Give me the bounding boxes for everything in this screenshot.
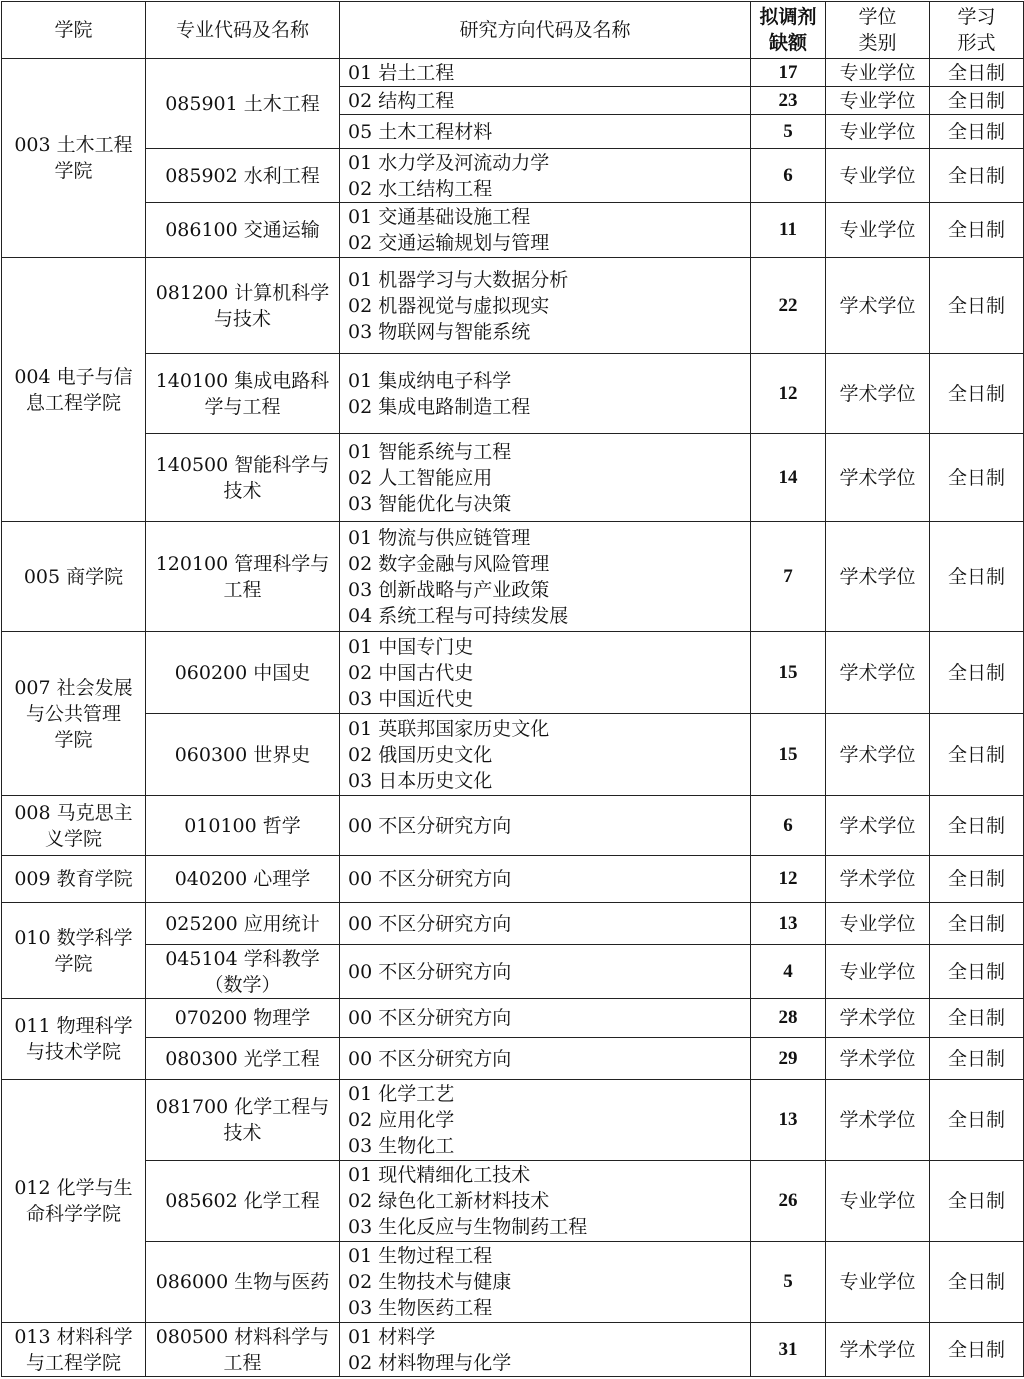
header-study-mode: 学习 形式: [930, 2, 1024, 59]
major-cell: 080300 光学工程: [146, 1038, 340, 1080]
degree-cell: 专业学位: [826, 1242, 930, 1323]
quota-cell: 7: [751, 522, 826, 632]
mode-cell: 全日制: [930, 945, 1024, 999]
table-row: [2, 856, 1024, 903]
mode-cell: 全日制: [930, 714, 1024, 796]
table-row: [2, 354, 1024, 434]
direction-cell: 01 交通基础设施工程 02 交通运输规划与管理: [340, 203, 751, 258]
quota-cell: 17: [751, 59, 826, 87]
degree-cell: 专业学位: [826, 903, 930, 945]
header-row: [2, 2, 1024, 59]
school-cell: 003 土木工程 学院: [2, 59, 146, 258]
major-cell: 085902 水利工程: [146, 149, 340, 203]
quota-cell: 5: [751, 1242, 826, 1323]
table-row: [2, 434, 1024, 522]
major-cell: 140500 智能科学与 技术: [146, 434, 340, 522]
direction-cell: 01 岩土工程: [340, 59, 751, 87]
school-cell: 013 材料科学 与工程学院: [2, 1323, 146, 1377]
direction-cell: 01 材料学 02 材料物理与化学: [340, 1323, 751, 1377]
quota-cell: 15: [751, 714, 826, 796]
major-cell: 010100 哲学: [146, 796, 340, 856]
mode-cell: 全日制: [930, 149, 1024, 203]
major-cell: 081700 化学工程与 技术: [146, 1080, 340, 1161]
direction-cell: 01 物流与供应链管理 02 数字金融与风险管理 03 创新战略与产业政策 04 系统工程与可持续发展: [340, 522, 751, 632]
quota-cell: 29: [751, 1038, 826, 1080]
mode-cell: 全日制: [930, 87, 1024, 115]
school-cell: 007 社会发展 与公共管理 学院: [2, 632, 146, 796]
direction-cell: 00 不区分研究方向: [340, 1038, 751, 1080]
table-row: [2, 903, 1024, 945]
mode-cell: 全日制: [930, 1242, 1024, 1323]
direction-cell: 01 化学工艺 02 应用化学 03 生物化工: [340, 1080, 751, 1161]
table-row: [2, 796, 1024, 856]
school-cell: 004 电子与信 息工程学院: [2, 258, 146, 522]
degree-cell: 学术学位: [826, 1038, 930, 1080]
table-row: [2, 1038, 1024, 1080]
mode-cell: 全日制: [930, 1038, 1024, 1080]
degree-cell: 专业学位: [826, 115, 930, 149]
mode-cell: 全日制: [930, 856, 1024, 903]
table-row: [2, 1323, 1024, 1377]
table-row: [2, 714, 1024, 796]
quota-cell: 26: [751, 1161, 826, 1242]
quota-cell: 23: [751, 87, 826, 115]
degree-cell: 专业学位: [826, 59, 930, 87]
quota-cell: 12: [751, 856, 826, 903]
table-row: [2, 945, 1024, 999]
mode-cell: 全日制: [930, 796, 1024, 856]
mode-cell: 全日制: [930, 115, 1024, 149]
direction-cell: 01 集成纳电子科学 02 集成电路制造工程: [340, 354, 751, 434]
direction-cell: 00 不区分研究方向: [340, 796, 751, 856]
mode-cell: 全日制: [930, 203, 1024, 258]
mode-cell: 全日制: [930, 354, 1024, 434]
direction-cell: 00 不区分研究方向: [340, 856, 751, 903]
major-cell: 140100 集成电路科 学与工程: [146, 354, 340, 434]
quota-cell: 6: [751, 796, 826, 856]
table-row: [2, 1161, 1024, 1242]
major-cell: 085901 土木工程: [146, 59, 340, 149]
quota-cell: 12: [751, 354, 826, 434]
school-cell: 005 商学院: [2, 522, 146, 632]
direction-cell: 01 生物过程工程 02 生物技术与健康 03 生物医药工程: [340, 1242, 751, 1323]
school-cell: 012 化学与生 命科学学院: [2, 1080, 146, 1323]
degree-cell: 专业学位: [826, 945, 930, 999]
mode-cell: 全日制: [930, 522, 1024, 632]
major-cell: 070200 物理学: [146, 999, 340, 1038]
school-cell: 009 教育学院: [2, 856, 146, 903]
header-school: 学院: [2, 2, 146, 59]
table-row: [2, 203, 1024, 258]
direction-cell: 02 结构工程: [340, 87, 751, 115]
major-cell: 040200 心理学: [146, 856, 340, 903]
direction-cell: 01 智能系统与工程 02 人工智能应用 03 智能优化与决策: [340, 434, 751, 522]
degree-cell: 学术学位: [826, 796, 930, 856]
direction-cell: 05 土木工程材料: [340, 115, 751, 149]
degree-cell: 学术学位: [826, 1080, 930, 1161]
direction-cell: 00 不区分研究方向: [340, 903, 751, 945]
quota-cell: 6: [751, 149, 826, 203]
mode-cell: 全日制: [930, 59, 1024, 87]
table-row: [2, 258, 1024, 354]
quota-cell: 5: [751, 115, 826, 149]
header-major: 专业代码及名称: [146, 2, 340, 59]
quota-cell: 22: [751, 258, 826, 354]
direction-cell: 01 现代精细化工技术 02 绿色化工新材料技术 03 生化反应与生物制药工程: [340, 1161, 751, 1242]
major-cell: 025200 应用统计: [146, 903, 340, 945]
quota-cell: 15: [751, 632, 826, 714]
mode-cell: 全日制: [930, 258, 1024, 354]
header-direction: 研究方向代码及名称: [340, 2, 751, 59]
table-row: [2, 149, 1024, 203]
major-cell: 045104 学科教学 （数学）: [146, 945, 340, 999]
degree-cell: 专业学位: [826, 1161, 930, 1242]
mode-cell: 全日制: [930, 1323, 1024, 1377]
mode-cell: 全日制: [930, 1161, 1024, 1242]
major-cell: 060300 世界史: [146, 714, 340, 796]
quota-cell: 28: [751, 999, 826, 1038]
degree-cell: 学术学位: [826, 714, 930, 796]
table-row: [2, 1242, 1024, 1323]
major-cell: 086100 交通运输: [146, 203, 340, 258]
school-cell: 011 物理科学 与技术学院: [2, 999, 146, 1080]
quota-cell: 14: [751, 434, 826, 522]
quota-cell: 13: [751, 903, 826, 945]
table-row: [2, 1080, 1024, 1161]
quota-cell: 4: [751, 945, 826, 999]
degree-cell: 学术学位: [826, 258, 930, 354]
major-cell: 080500 材料科学与 工程: [146, 1323, 340, 1377]
degree-cell: 学术学位: [826, 856, 930, 903]
header-degree-type: 学位 类别: [826, 2, 930, 59]
degree-cell: 专业学位: [826, 203, 930, 258]
major-cell: 060200 中国史: [146, 632, 340, 714]
degree-cell: 学术学位: [826, 522, 930, 632]
direction-cell: 01 水力学及河流动力学 02 水工结构工程: [340, 149, 751, 203]
quota-cell: 13: [751, 1080, 826, 1161]
major-cell: 120100 管理科学与 工程: [146, 522, 340, 632]
direction-cell: 01 机器学习与大数据分析 02 机器视觉与虚拟现实 03 物联网与智能系统: [340, 258, 751, 354]
mode-cell: 全日制: [930, 632, 1024, 714]
degree-cell: 学术学位: [826, 354, 930, 434]
quota-cell: 31: [751, 1323, 826, 1377]
direction-cell: 00 不区分研究方向: [340, 945, 751, 999]
degree-cell: 学术学位: [826, 999, 930, 1038]
major-cell: 086000 生物与医药: [146, 1242, 340, 1323]
degree-cell: 学术学位: [826, 434, 930, 522]
degree-cell: 学术学位: [826, 632, 930, 714]
adjustment-table: [1, 1, 1024, 1377]
table-row: [2, 59, 1024, 87]
major-cell: 081200 计算机科学 与技术: [146, 258, 340, 354]
mode-cell: 全日制: [930, 999, 1024, 1038]
mode-cell: 全日制: [930, 903, 1024, 945]
degree-cell: 学术学位: [826, 1323, 930, 1377]
direction-cell: 01 中国专门史 02 中国古代史 03 中国近代史: [340, 632, 751, 714]
direction-cell: 00 不区分研究方向: [340, 999, 751, 1038]
degree-cell: 专业学位: [826, 87, 930, 115]
school-cell: 010 数学科学 学院: [2, 903, 146, 999]
direction-cell: 01 英联邦国家历史文化 02 俄国历史文化 03 日本历史文化: [340, 714, 751, 796]
header-quota: 拟调剂 缺额: [751, 2, 826, 59]
major-cell: 085602 化学工程: [146, 1161, 340, 1242]
table-row: [2, 632, 1024, 714]
table-row: [2, 522, 1024, 632]
table-row: [2, 999, 1024, 1038]
degree-cell: 专业学位: [826, 149, 930, 203]
mode-cell: 全日制: [930, 434, 1024, 522]
school-cell: 008 马克思主 义学院: [2, 796, 146, 856]
mode-cell: 全日制: [930, 1080, 1024, 1161]
quota-cell: 11: [751, 203, 826, 258]
